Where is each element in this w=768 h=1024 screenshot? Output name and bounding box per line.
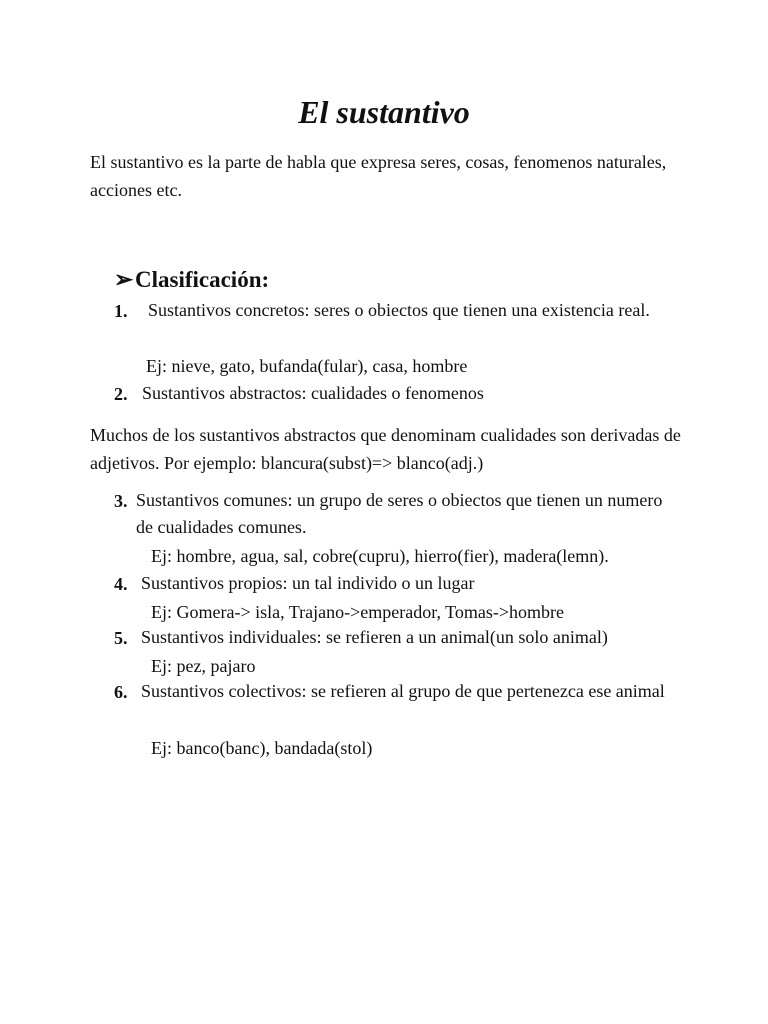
list-item-number: 3. [114,491,128,511]
list-item-number: 6. [114,682,128,702]
classification-heading-label: Clasificación: [135,267,270,292]
intro-paragraph: El sustantivo es la parte de habla que expresa seres, cosas, fenomenos naturales, acciones etc. [90,152,667,200]
list-item-example: Ej: Gomera-> isla, Trajano->emperador, Tomas->hombre [151,602,565,622]
list-item-number: 2. [114,384,128,404]
middle-paragraph: Muchos de los sustantivos abstractos que denominam cualidades son derivadas de adjetivos. Por ejemplo: blancura(subst)=> blanco(adj.) [90,425,681,473]
classification-heading [114,264,269,296]
list-item-text: Sustantivos individuales: se refieren a un animal(un solo animal) [141,627,608,647]
list-item-example: Ej: banco(banc), bandada(stol) [151,738,373,758]
list-item-text: Sustantivos concretos: seres o obiectos que tienen una existencia real. [148,300,650,320]
list-item-number: 5. [114,628,128,648]
list-item-text: Sustantivos abstractos: cualidades o fenomenos [142,383,484,403]
list-item-text: Sustantivos propios: un tal individo o un lugar [141,573,475,593]
list-item-example: Ej: pez, pajaro [151,656,256,676]
list-item-text: Sustantivos colectivos: se refieren al grupo de que pertenezca ese animal [141,681,665,701]
list-item-number: 4. [114,574,128,594]
arrow-bullet-icon: ➢ [114,267,134,292]
list-item-number: 1. [114,301,128,321]
list-item-example: Ej: hombre, agua, sal, cobre(cupru), hierro(fier), madera(lemn). [151,546,609,566]
list-item-text: Sustantivos comunes: un grupo de seres o obiectos que tienen un numero de cualidades comunes. [136,490,663,537]
list-item-example: Ej: nieve, gato, bufanda(fular), casa, hombre [146,356,468,376]
page-title: El sustantivo [298,94,470,130]
